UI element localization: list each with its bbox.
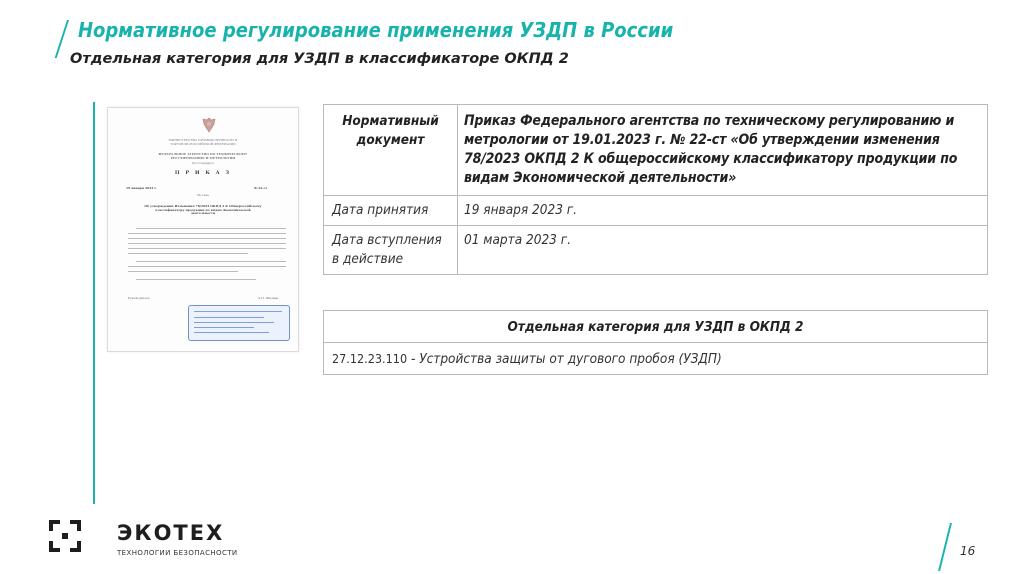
doc-signer-role: Руководитель bbox=[128, 296, 150, 300]
doc-text-line bbox=[128, 233, 286, 234]
order-document-thumbnail bbox=[107, 107, 299, 352]
category-code: 27.12.23.110 bbox=[332, 350, 408, 366]
value-adoption-date: 19 января 2023 г. bbox=[458, 196, 988, 226]
okpd-category-table bbox=[323, 310, 988, 375]
doc-text-line bbox=[136, 228, 286, 229]
doc-date: 19 января 2023 г. bbox=[126, 186, 158, 190]
brand-tagline: ТЕХНОЛОГИИ БЕЗОПАСНОСТИ bbox=[117, 549, 238, 557]
label-effective-date: Дата вступления в действие bbox=[324, 226, 458, 275]
doc-number: № 22-ст bbox=[254, 186, 268, 190]
doc-ministry: МИНИСТЕРСТВО ПРОМЫШЛЕННОСТИ И ТОРГОВЛИ РОССИЙСКОЙ ФЕДЕРАЦИИ bbox=[168, 138, 238, 146]
doc-text-line bbox=[136, 261, 286, 262]
ekotech-logo-icon bbox=[49, 520, 81, 552]
doc-text-line bbox=[136, 279, 256, 280]
label-adoption-date: Дата принятия bbox=[324, 196, 458, 226]
category-description: - Устройства защиты от дугового пробоя (УЗДП) bbox=[407, 350, 722, 367]
slide-subtitle: Отдельная категория для УЗДП в классификаторе ОКПД 2 bbox=[70, 51, 569, 67]
doc-text-line bbox=[128, 253, 248, 254]
table-row bbox=[324, 196, 988, 226]
table-row bbox=[324, 105, 988, 196]
page-number: 16 bbox=[960, 544, 976, 558]
doc-text-line bbox=[128, 266, 286, 267]
doc-heading: П Р И К А З bbox=[174, 170, 232, 176]
header-accent-line bbox=[55, 20, 69, 58]
footer-accent-line bbox=[938, 523, 952, 571]
table-row bbox=[324, 311, 988, 343]
category-header: Отдельная категория для УЗДП в ОКПД 2 bbox=[324, 311, 988, 343]
category-entry bbox=[324, 343, 988, 375]
coat-of-arms-icon bbox=[202, 117, 216, 133]
doc-agency: ФЕДЕРАЛЬНОЕ АГЕНТСТВО ПО ТЕХНИЧЕСКОМУ РЕГУЛИРОВАНИЮ И МЕТРОЛОГИИ bbox=[158, 152, 248, 160]
left-vertical-divider bbox=[93, 102, 95, 504]
doc-text-line bbox=[128, 248, 286, 249]
electronic-signature-stamp bbox=[188, 305, 290, 341]
doc-agency-short: (Росстандарт) bbox=[191, 161, 215, 165]
value-normative-document: Приказ Федерального агентства по техническому регулированию и метрологии от 19.01.2023 г. № 22-ст «Об утверждении изменения 78/2023 ОКПД 2 К общероссийскому классификатору продукции по видам Экономической деятельности» bbox=[458, 105, 988, 196]
doc-order-title: Об утверждении Изменения 78/2023 ОКПД 2 К Общероссийскому классификатору продукции по видам Экономической деятельности bbox=[144, 204, 262, 216]
slide-title: Нормативное регулирование применения УЗДП в России bbox=[78, 18, 674, 42]
table-row bbox=[324, 226, 988, 275]
brand-name: ЭКОТЕХ bbox=[117, 521, 225, 545]
regulation-info-table bbox=[323, 104, 988, 275]
value-effective-date: 01 марта 2023 г. bbox=[458, 226, 988, 275]
doc-signer-name: А.П. Шалаев bbox=[258, 296, 279, 300]
doc-text-line bbox=[128, 271, 238, 272]
label-normative-document: Нормативный документ bbox=[324, 105, 458, 196]
doc-city: Москва bbox=[197, 193, 209, 197]
table-row bbox=[324, 343, 988, 375]
doc-text-line bbox=[128, 243, 286, 244]
doc-text-line bbox=[128, 238, 286, 239]
